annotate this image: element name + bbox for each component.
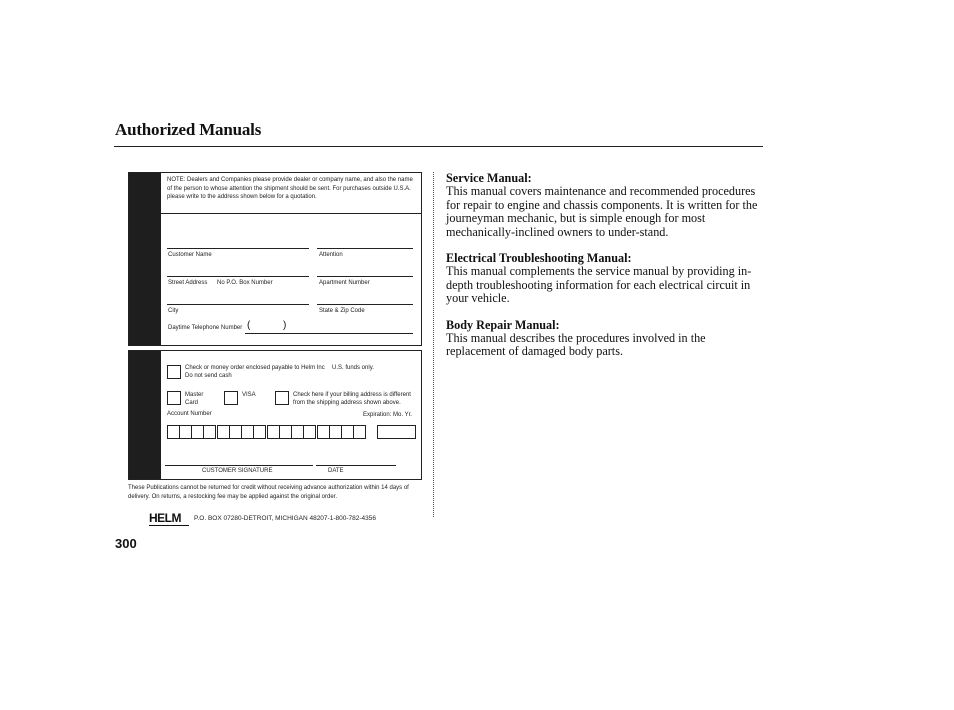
expiration-field[interactable] [377, 425, 416, 439]
po-box-address: P.O. BOX 07280-DETROIT, MICHIGAN 48207-1-800-782-4356 [194, 515, 376, 522]
apartment-number-field[interactable] [317, 276, 413, 277]
visa-label: VISA [242, 392, 256, 398]
attention-label: Attention [319, 252, 343, 258]
check-money-order-label: Check or money order enclosed payable to Helm Inc [185, 365, 325, 371]
visa-checkbox[interactable] [224, 391, 238, 405]
phone-paren-close: ) [283, 320, 287, 331]
page-number: 300 [115, 536, 137, 551]
master-card-label-2: Card [185, 400, 199, 406]
master-card-label-1: Master [185, 392, 204, 398]
attention-field[interactable] [317, 248, 413, 249]
apartment-number-label: Apartment Number [319, 280, 370, 286]
customer-name-label: Customer Name [168, 252, 212, 258]
date-field[interactable] [316, 465, 396, 466]
manual-descriptions [446, 172, 766, 372]
helm-logo: HELM [149, 511, 181, 525]
billing-different-checkbox[interactable] [275, 391, 289, 405]
form-side-bar-2 [129, 351, 161, 479]
daytime-phone-field[interactable] [245, 333, 413, 334]
daytime-phone-label: Daytime Telephone Number [168, 325, 243, 331]
check-money-order-checkbox[interactable] [167, 365, 181, 379]
service-manual-section [446, 172, 766, 239]
customer-name-field[interactable] [167, 248, 309, 249]
title-rule [114, 146, 763, 147]
master-card-checkbox[interactable] [167, 391, 181, 405]
column-divider [433, 172, 434, 517]
phone-paren-open: ( [247, 320, 251, 331]
electrical-manual-heading: Electrical Troubleshooting Manual: [446, 251, 632, 266]
customer-signature-field[interactable] [165, 465, 313, 466]
street-address-label: Street Address [168, 280, 208, 286]
account-number-cells[interactable] [167, 425, 367, 439]
page-title: Authorized Manuals [115, 120, 262, 139]
street-address-field[interactable] [167, 276, 309, 277]
helm-logo-underline [149, 525, 189, 526]
electrical-manual-body: This manual complements the service manual by providing in-depth troubleshooting information for each electrical circuit in your vehicle. [446, 264, 752, 306]
service-manual-heading: Service Manual: [446, 171, 532, 185]
account-number-label: Account Number [167, 411, 212, 417]
service-manual-body: This manual covers maintenance and recommended procedures for repair to engine and chassis components. It is written for the journeyman mechanic, but is simple enough for most mechanically-inclined owners to under-stand. [446, 184, 758, 239]
body-repair-manual-section [446, 319, 766, 359]
address-form [128, 172, 422, 346]
state-zip-field[interactable] [317, 304, 413, 305]
billing-different-label-1: Check here if your billing address is different [293, 392, 411, 398]
electrical-manual-section [446, 252, 766, 306]
city-label: City [168, 308, 179, 314]
no-po-box-label: No P.O. Box Number [217, 280, 273, 286]
payment-form [128, 350, 422, 480]
form-note: NOTE: Dealers and Companies please provide dealer or company name, and also the name of the person to whose attention the shipment should be sent. For purchases outside U.S.A. please write to the address shown below for a quotation. [167, 177, 413, 200]
body-repair-manual-heading: Body Repair Manual: [446, 317, 560, 332]
customer-signature-label: CUSTOMER SIGNATURE [202, 468, 273, 474]
form-side-bar [129, 173, 161, 345]
state-zip-label: State & Zip Code [319, 308, 365, 314]
body-repair-manual-body: This manual describes the procedures involved in the replacement of damaged body parts. [446, 331, 706, 359]
no-cash-label: Do not send cash [185, 373, 232, 379]
note-separator [161, 213, 421, 214]
billing-different-label-2: from the shipping address shown above. [293, 400, 401, 406]
expiration-label: Expiration: Mo. Yr. [363, 412, 412, 418]
us-funds-label: U.S. funds only. [332, 365, 374, 371]
returns-footnote: These Publications cannot be returned for credit without receiving advance authorization within 14 days of delivery. On returns, a restocking fee may be applied against the original order. [128, 485, 409, 500]
date-label: DATE [328, 468, 344, 474]
city-field[interactable] [167, 304, 309, 305]
